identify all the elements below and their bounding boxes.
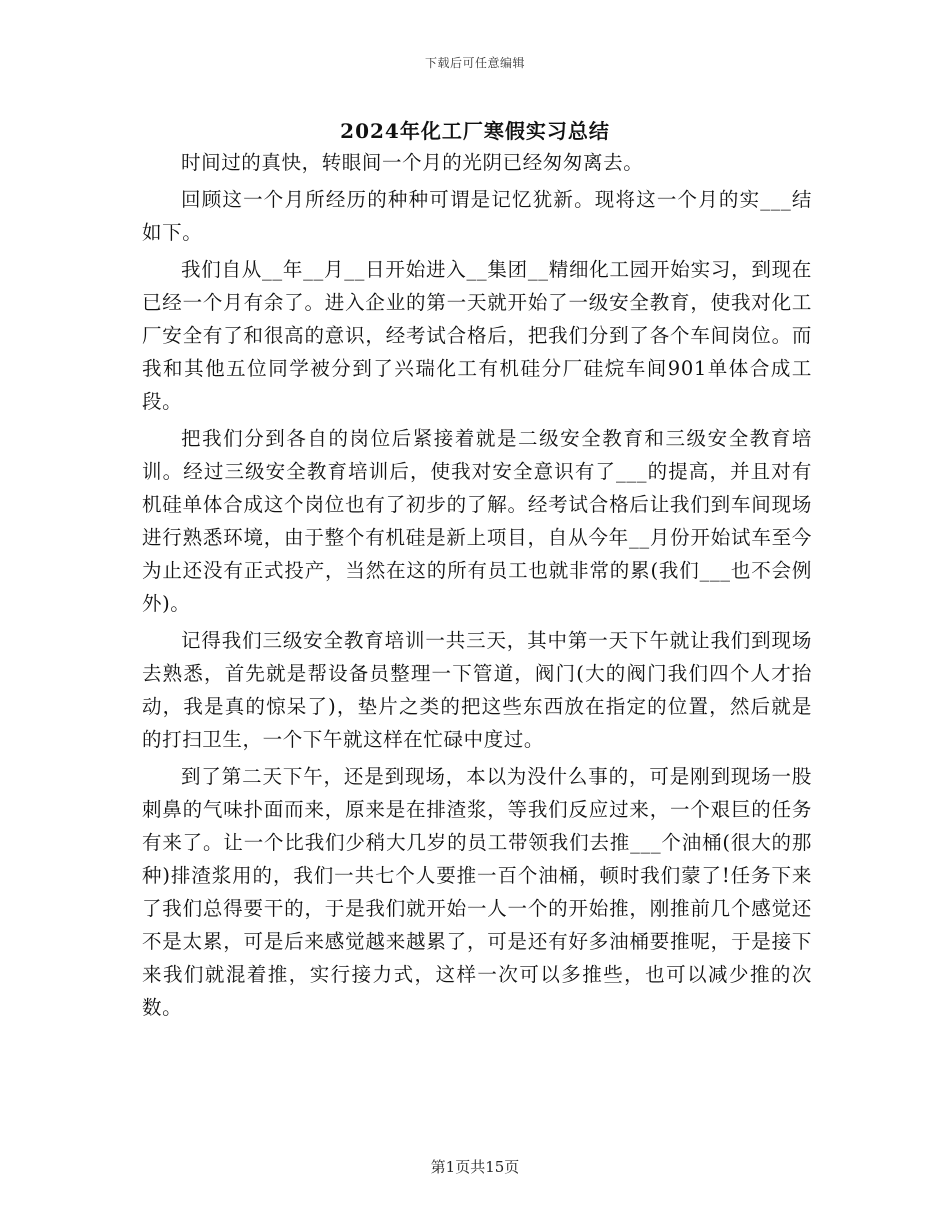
paragraph: 把我们分到各自的岗位后紧接着就是二级安全教育和三级安全教育培训。经过三级安全教育培训后，使我对安全意识有了___的提高，并且对有机硅单体合成这个岗位也有了初步的了解。经考试合格后让我们到车间现场进行熟悉环境，由于整个有机硅是新上项目，自从今年__月份开始试车至今为止还没有正式投产，当然在这的所有员工也就非常的累(我们___也不会例外)。: [142, 427, 812, 615]
paragraph: 记得我们三级安全教育培训一共三天，其中第一天下午就让我们到现场去熟悉，首先就是帮设备员整理一下管道，阀门(大的阀门我们四个人才抬动，我是真的惊呆了)，垫片之类的把这些东西放在指定的位置，然后就是的打扫卫生，一个下午就这样在忙碌中度过。: [142, 629, 812, 751]
paragraph: 我们自从__年__月__日开始进入__集团__精细化工园开始实习，到现在已经一个月有余了。进入企业的第一天就开始了一级安全教育，使我对化工厂安全有了和很高的意识，经考试合格后，把我们分到了各个车间岗位。而我和其他五位同学被分到了兴瑞化工有机硅分厂硅烷车间901单体合成工段。: [142, 258, 812, 413]
header-note: 下载后可任意编辑: [424, 56, 525, 70]
paragraph: 时间过的真快，转眼间一个月的光阴已经匆匆离去。: [181, 151, 644, 174]
document-title: 2024年化工厂寒假实习总结: [340, 119, 610, 143]
page-footer: 第1页共15页: [430, 1158, 520, 1176]
paragraph: 到了第二天下午，还是到现场，本以为没什么事的，可是刚到现场一股刺鼻的气味扑面而来，原来是在排渣浆，等我们反应过来，一个艰巨的任务有来了。让一个比我们少稍大几岁的员工带领我们去推___个油桶(很大的那种)排渣浆用的，我们一共七个人要推一百个油桶，顿时我们蒙了!任务下来了我们总得要干的，于是我们就开始一人一个的开始推，刚推前几个感觉还不是太累，可是后来感觉越来越累了，可是还有好多油桶要推呢，于是接下来我们就混着推，实行接力式，这样一次可以多推些，也可以减少推的次数。: [142, 765, 812, 1019]
document-body: [142, 146, 812, 1028]
paragraph: 回顾这一个月所经历的种种可谓是记忆犹新。现将这一个月的实___结如下。: [142, 188, 812, 244]
